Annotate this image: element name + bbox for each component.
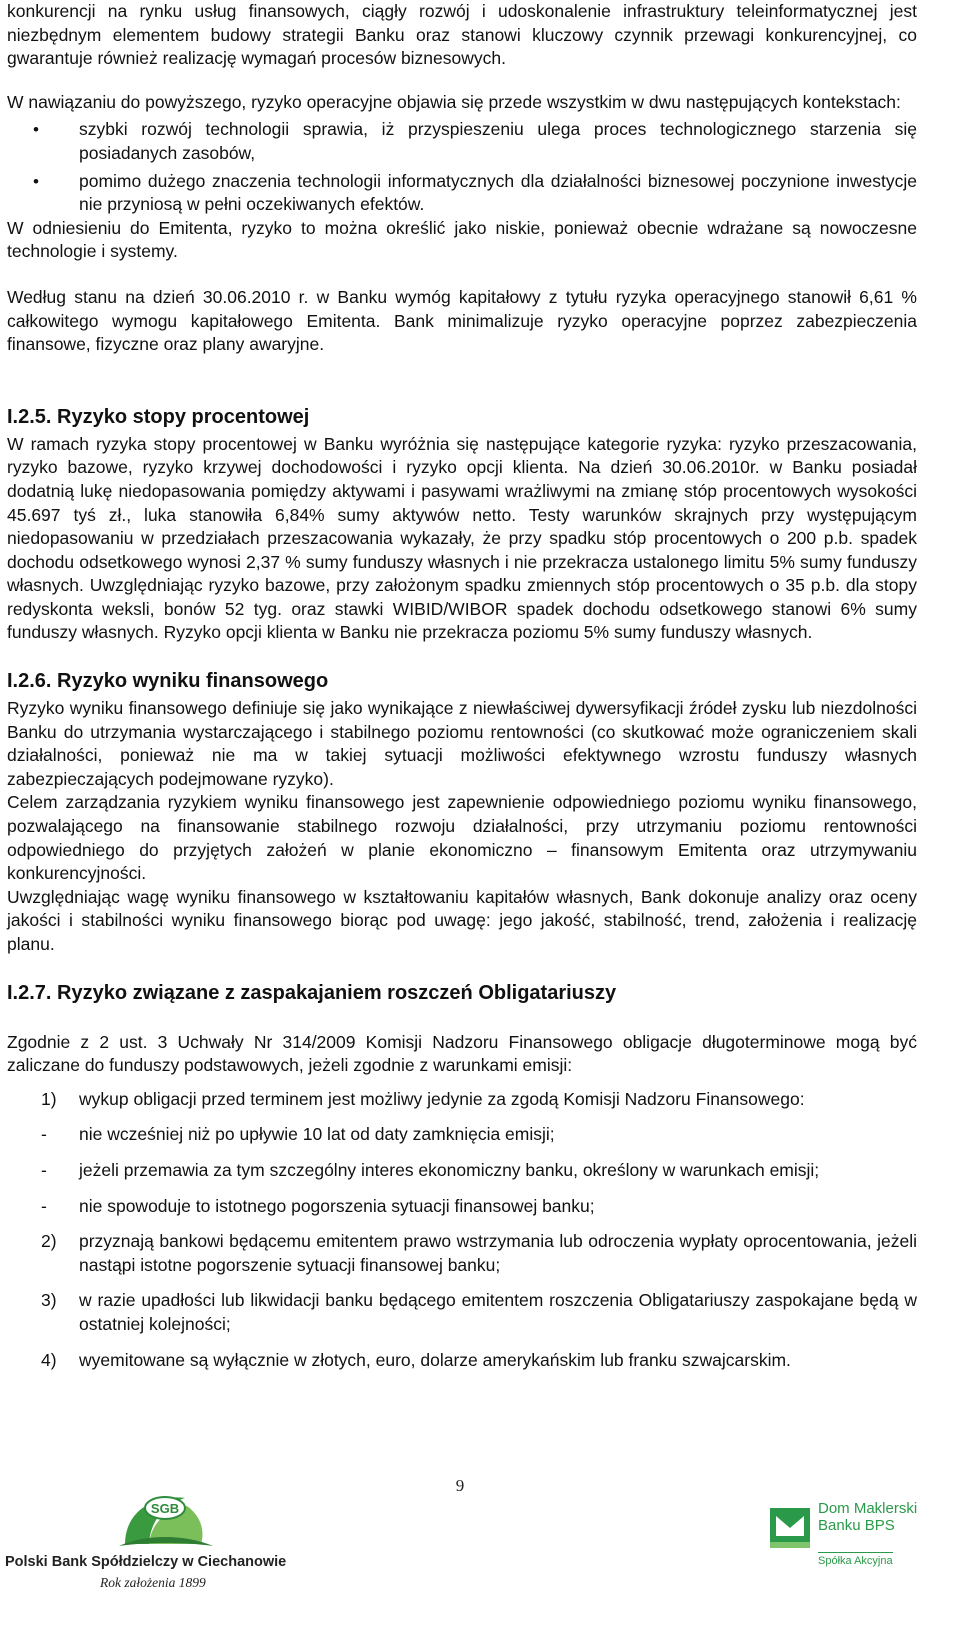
bullet-icon: • (33, 120, 39, 140)
list-item: - nie spowoduje to istotnego pogorszenia sytuacji finansowej banku; (41, 1195, 595, 1216)
list-item: 4) wyemitowane są wyłącznie w złotych, euro, dolarze amerykańskim lub franku szwajcarskim. (41, 1349, 791, 1370)
section-heading: I.2.6. Ryzyko wyniku finansowego (7, 670, 329, 693)
bps-name: Dom Maklerski Banku BPS (818, 1500, 918, 1534)
conditions-list (7, 1088, 917, 1372)
paragraph: Celem zarządzania ryzykiem wyniku finansowego jest zapewnienie odpowiedniego poziomu wyniku finansowego, pozwalającego na finansowanie stabilnego rozwoju działalności, przy utrzymaniu poziomu rentowności odpowiedniego do przyjętych założeń w planie ekonomiczno – finansowym Emitenta oraz utrzymywaniu konkurencyjności. (7, 792, 917, 884)
paragraph: Uwzględniając wagę wyniku finansowego w kształtowaniu kapitałów własnych, Bank dokonuje analizy oraz oceny jakości i stabilności wyniku finansowego biorąc pod uwagę: jego jakość, stabilność, trend, założenia i realizację planu. (7, 886, 917, 954)
bps-logo-icon (768, 1502, 814, 1552)
sgb-logo-text: SGB (150, 1501, 180, 1516)
bank-name: Polski Bank Spółdzielczy w Ciechanowie (5, 1554, 287, 1570)
bank-established: Rok założenia 1899 (100, 1575, 206, 1590)
paragraph: Ryzyko wyniku finansowego definiuje się jako wynikające z niewłaściwej dywersyfikacji źródeł zysku lub niezdolności Banku do utrzymania wystarczającego i stabilnego poziomu rentowności (co skutkować może ograniczeniem skali działalności, ponieważ nie ma w takiej sytuacji możliwości efektywnego wzrostu funduszy własnych zabezpieczających podejmowane ryzyko). (7, 698, 917, 789)
list-item: - jeżeli przemawia za tym szczególny interes ekonomiczny banku, określony w warunkach emisji; (41, 1159, 820, 1180)
section-heading: I.2.5. Ryzyko stopy procentowej (7, 405, 310, 428)
list-item: • szybki rozwój technologii sprawia, iż przyspieszeniu ulega proces technologicznego starzenia się posiadanych zasobów, (33, 119, 917, 163)
list-item: 3) w razie upadłości lub likwidacji banku będącego emitentem roszczenia Obligatariuszy zaspokajane będą w ostatniej kolejności; (41, 1290, 917, 1334)
list-item: • pomimo dużego znaczenia technologii informatycznych dla działalności biznesowej poczynione inwestycje nie przyniosą w pełni oczekiwanych efektów. (33, 170, 917, 215)
sgb-logo-icon (105, 1486, 225, 1554)
paragraph: konkurencji na rynku usług finansowych, ciągły rozwój i udoskonalenie infrastruktury teleinformatycznej jest niezbędnym elementem budowy strategii Banku oraz stanowi kluczowy czynnik przewagi konkurencyjnej, co gwarantuje również realizację wymagań procesów biznesowych. (7, 1, 917, 69)
paragraph: Według stanu na dzień 30.06.2010 r. w Banku wymóg kapitałowy z tytułu ryzyka operacyjnego stanowił 6,61 % całkowitego wymogu kapitałowego Emitenta. Bank minimalizuje ryzyko operacyjne poprzez zabezpieczenia finansowe, fizyczne oraz plany awaryjne. (7, 286, 917, 355)
list-item: - nie wcześniej niż po upływie 10 lat od daty zamknięcia emisji; (41, 1124, 555, 1145)
list-item: 1) wykup obligacji przed terminem jest możliwy jedynie za zgodą Komisji Nadzoru Finansowego: (41, 1088, 805, 1109)
paragraph: Zgodnie z 2 ust. 3 Uchwały Nr 314/2009 Komisji Nadzoru Finansowego obligacje długoterminowe mogą być zaliczane do funduszy podstawowych, jeżeli zgodnie z warunkami emisji: (7, 1031, 917, 1076)
paragraph: W odniesieniu do Emitenta, ryzyko to można określić jako niskie, ponieważ obecnie wdrażane są nowoczesne technologie i systemy. (7, 217, 917, 262)
bullet-icon: • (33, 171, 39, 191)
paragraph: W nawiązaniu do powyższego, ryzyko operacyjne objawia się przede wszystkim w dwu następujących kontekstach: (7, 91, 901, 112)
paragraph: W ramach ryzyka stopy procentowej w Banku wyróżnia się następujące kategorie ryzyka: ryzyko przeszacowania, ryzyko bazowe, ryzyko krzywej dochodowości i ryzyko opcji klienta. Na dzień 30.06.2010r. w Banku posiadał dodatnią lukę niedopasowania pomiędzy aktywami i pasywami wrażliwymi na zmianę stóp procentowych wysokości 45.697 tyś zł., luka stanowiła 6,84% sumy aktywów netto. Testy warunków skrajnych przy występującym niedopasowaniu w przedziałach przeszacowania wykazały, że przy spadku stóp procentowych o 200 p.b. spadek dochodu odsetkowego wynosi 2,37 % sumy funduszy własnych i nie przekracza ustalonego limitu 5% sumy funduszy własnych. Uwzględniając ryzyko bazowe, przy założonym spadku zmiennych stóp procentowych o 35 p.b. dla stopy redyskonta weksli, bonów 52 tyg. oraz stawki WIBID/WIBOR spadek dochodu odsetkowego stanowi 6% sumy funduszy własnych. Ryzyko opcji klienta w Banku nie przekracza poziomu 5% sumy funduszy własnych. (7, 433, 917, 643)
bps-logo-block (768, 1500, 928, 1590)
list-item: 2) przyznają bankowi będącemu emitentem prawo wstrzymania lub odroczenia wypłaty oprocentowania, jeżeli nastąpi istotne pogorszenie sytuacji finansowej banku; (41, 1231, 917, 1275)
page-number: 9 (455, 1476, 465, 1495)
bullet-list (7, 118, 917, 216)
sgb-logo-block (5, 1486, 325, 1590)
bps-subtitle: Spółka Akcyjna (818, 1552, 893, 1567)
page-content (7, 0, 917, 1384)
section-heading: I.2.7. Ryzyko związane z zaspakajaniem roszczeń Obligatariuszy (7, 981, 617, 1004)
